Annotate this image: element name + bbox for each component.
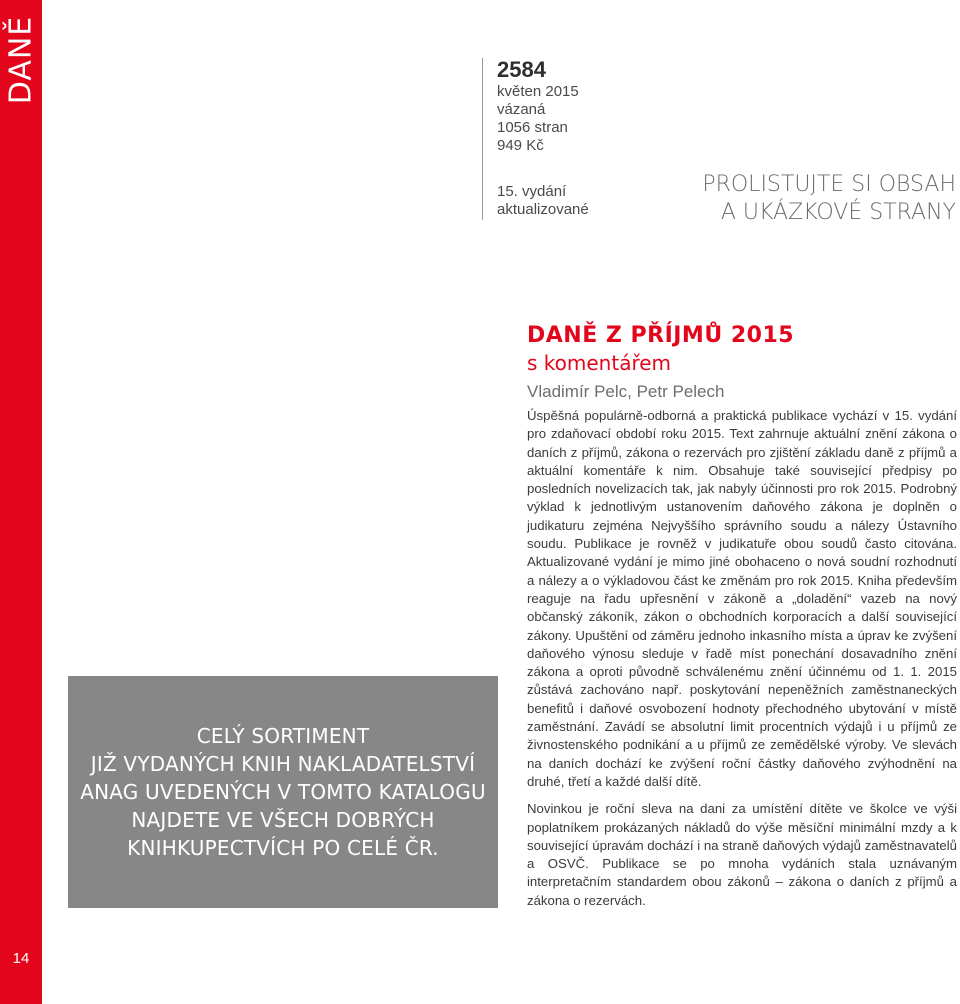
section-sidebar [0,0,42,1004]
binding-type: vázaná [497,101,546,118]
preview-line-1: PROLISTUJTE SI OBSAH [702,172,956,197]
page-count: 1056 stran [497,119,568,136]
page-number: 14 [12,950,30,967]
description-paragraph: Novinkou je roční sleva na dani za umístění dítěte ve školce ve výši poplatníkem prokázaných nákladů do výše měsíční minimální mzdy a k související úpravám dochází i na straně daňových výdajů zaměstnavatelů a OSVČ. Publikace se po mnoha vydáních stala uznávaným interpretačním standardem obou zákonů – zákona o daních z příjmů a zákona o rezervách. [527,801,957,908]
notice-line: NAJDETE VE VŠECH DOBRÝCH [131,808,435,832]
preview-line-2: A UKÁZKOVÉ STRANY [720,200,956,225]
book-authors: Vladimír Pelc, Petr Pelech [527,382,725,401]
notice-line: KNIHKUPECTVÍCH PO CELÉ ČR. [127,836,439,860]
description-paragraph: Úspěšná populárně-odborná a praktická publikace vychází v 15. vydání pro zdaňovací období roku 2015. Text zahrnuje aktuální znění zákona o daních z příjmů, zákona o rezervách pro zjištění základu daně z příjmů a aktuální komentáře k nim. Obsahuje také související předpisy po posledních novelizacích tak, jak nabyly účinnosti pro rok 2015. Podrobný výklad k jednotlivým ustanovením daňového zákona je doplněn o judikaturu zejména Nejvyššího správního soudu a nálezy Ústavního soudu. Publikace je rovněž v judikatuře obou soudů často citována. Aktualizované vydání je mimo jiné obohaceno o nová soudní rozhodnutí a nálezy a o výkladovou část ke změnám pro rok 2015. Kniha především reaguje na řadu upřesnění v zákoně a „doladění“ vazeb na nový občanský zákoník, zákon o obchodních korporacích a další související zákony. Upuštění od záměru jednoho inkasního místa a úprav ke zvýšení daňového výnosu sleduje v řadě míst ponechání dosavadního znění zákona a oproti původně schválenému znění účinnému od 1. 1. 2015 zůstává zachováno např. poskytování nepeněžních zaměstnaneckých benefitů i daňové osvobození hodnoty přechodného ubytování v místě zaměstnání. Zavádí se absolutní limit procentních výdajů i u příjmů ze živnostenského podnikání a u příjmů ze zemědělské výroby. Ve slevách na daních dochází ke zvýšení roční částky daňového zvýhodnění na druhé, třetí a každé další dítě. [527,408,957,789]
catalog-code: 2584 [497,57,546,82]
notice-line: ANAG UVEDENÝCH V TOMTO KATALOGU [80,780,486,804]
book-title: DANĚ Z PŘÍJMŮ 2015 [527,323,795,348]
edition-number: 15. vydání [497,183,567,200]
notice-line: JIŽ VYDANÝCH KNIH NAKLADATELSTVÍ [90,752,476,776]
notice-line: CELÝ SORTIMENT [196,724,370,748]
book-subtitle: s komentářem [527,351,672,375]
availability-notice [68,676,498,908]
edition-info [497,183,589,219]
catalog-info [497,57,579,155]
info-divider [482,58,483,220]
publication-date: květen 2015 [497,83,579,100]
edition-note: aktualizované [497,201,589,218]
preview-link[interactable] [702,171,956,227]
book-description [527,407,957,919]
price: 949 Kč [497,137,544,154]
section-label: DANĚ [3,15,39,105]
